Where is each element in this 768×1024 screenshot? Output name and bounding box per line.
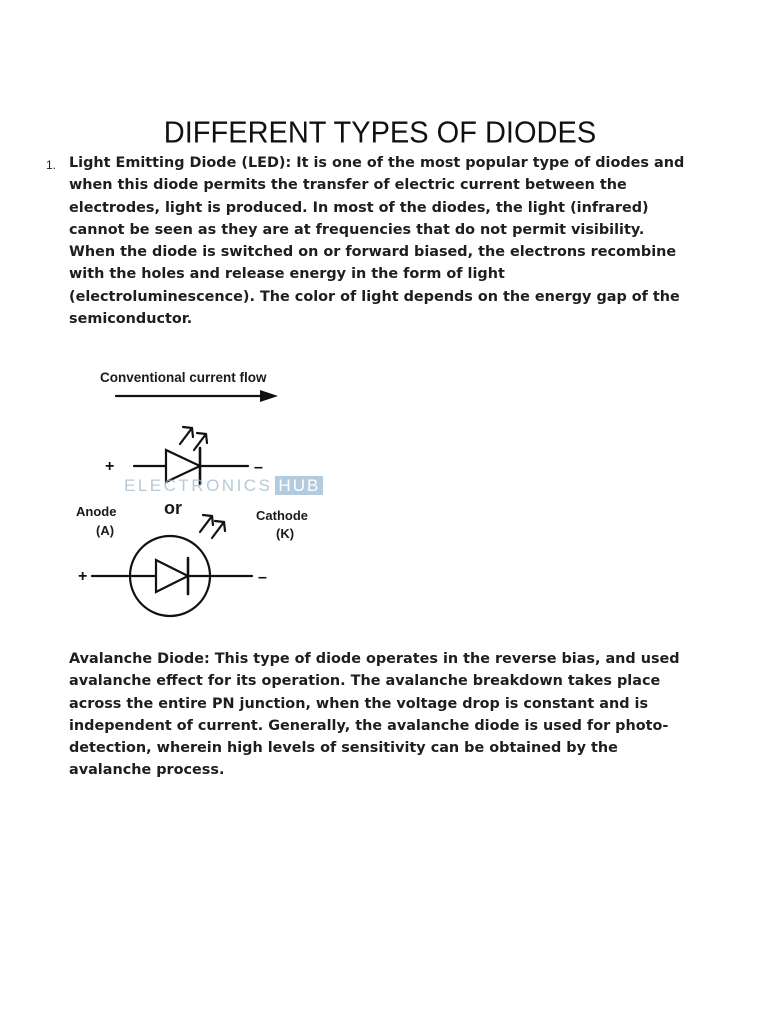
led-paragraph-line: When the diode is switched on or forward biased, the electrons recombine bbox=[69, 244, 677, 261]
top-light-ray-1 bbox=[180, 428, 192, 444]
current-flow-arrowhead bbox=[260, 390, 278, 402]
bottom-minus-sign: – bbox=[258, 569, 267, 586]
anode-symbol: (A) bbox=[96, 523, 115, 538]
led-paragraph-line: semiconductor. bbox=[69, 311, 193, 328]
avalanche-paragraph-line: avalanche effect for its operation. The avalanche breakdown takes place bbox=[69, 673, 661, 690]
led-paragraph-line: Light Emitting Diode (LED): It is one of the most popular type of diodes and bbox=[69, 155, 685, 171]
list-item-number: 1. bbox=[46, 158, 57, 172]
top-plus-sign: + bbox=[105, 458, 115, 475]
led-paragraph-line: (electroluminescence). The color of light depends on the energy gap of the bbox=[69, 288, 680, 305]
led-paragraph-line: with the holes and release energy in the form of light bbox=[69, 266, 505, 283]
avalanche-paragraph-line: detection, wherein high levels of sensitivity can be obtained by the bbox=[69, 740, 618, 757]
avalanche-paragraph-line: independent of current. Generally, the avalanche diode is used for photo- bbox=[69, 717, 669, 734]
cathode-symbol: (K) bbox=[276, 526, 295, 541]
avalanche-paragraph bbox=[69, 648, 749, 782]
led-symbol-figure bbox=[72, 360, 352, 622]
top-minus-sign: – bbox=[254, 459, 263, 476]
led-paragraph-line: electrodes, light is produced. In most of the diodes, the light (infrared) bbox=[69, 199, 649, 216]
led-paragraph-line: when this diode permits the transfer of electric current between the bbox=[69, 177, 627, 194]
watermark-badge: HUB bbox=[275, 476, 323, 495]
bottom-diode-triangle bbox=[156, 560, 188, 592]
bottom-plus-sign: + bbox=[78, 568, 88, 585]
led-paragraph bbox=[69, 152, 749, 330]
watermark-logo bbox=[124, 476, 323, 496]
watermark-text: ELECTRONICS bbox=[124, 476, 273, 495]
document-title: DIFFERENT TYPES OF DIODES bbox=[163, 116, 597, 151]
figure-caption: Conventional current flow bbox=[100, 370, 267, 385]
bottom-light-ray-1 bbox=[200, 516, 212, 532]
avalanche-paragraph-line: Avalanche Diode: This type of diode operates in the reverse bias, and used bbox=[69, 651, 680, 667]
led-paragraph-line: cannot be seen as they are at frequencies that do not permit visibility. bbox=[69, 221, 645, 238]
anode-label: Anode bbox=[76, 504, 117, 519]
cathode-label: Cathode bbox=[256, 508, 308, 523]
or-label: or bbox=[164, 498, 182, 518]
avalanche-paragraph-line: across the entire PN junction, when the voltage drop is constant and is bbox=[69, 695, 649, 712]
avalanche-paragraph-line: avalanche process. bbox=[69, 762, 225, 779]
